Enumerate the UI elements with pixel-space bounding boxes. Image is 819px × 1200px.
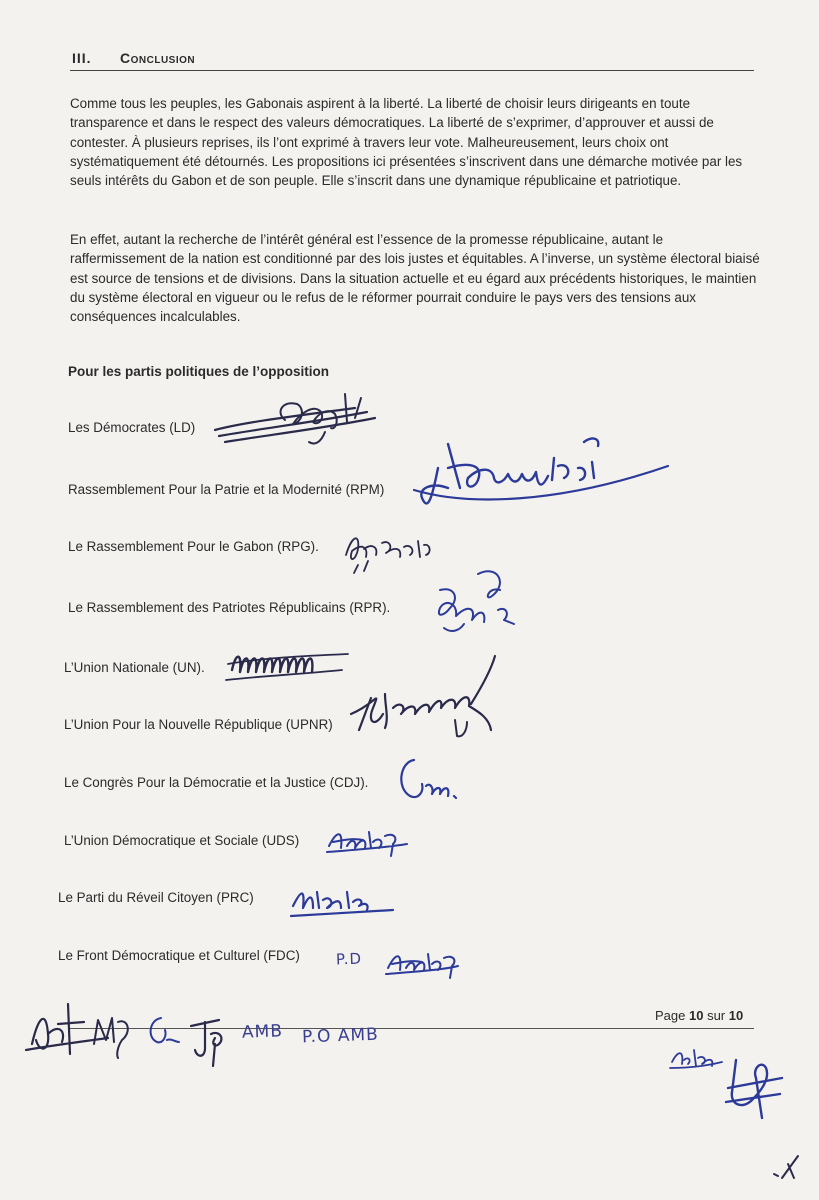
page-prefix: Page	[655, 1008, 689, 1023]
party-cdj: Le Congrès Pour la Démocratie et la Justice (CDJ).	[64, 775, 369, 790]
signature-uds	[323, 822, 413, 862]
signatories-heading: Pour les partis politiques de l’opposition	[68, 364, 330, 379]
paragraph-1: Comme tous les peuples, les Gabonais aspirent à la liberté. La liberté de choisir leurs dirigeants en toute transparence et dans le respect des valeurs démocratiques. La liberté de s’exprimer, d’approuver et aussi de contester. À plusieurs reprises, ils l’ont exprimé à travers leur vote. Malheureusement, leurs choix ont systématiquement été détournés. Les propositions ici présentées s’inscrivent dans une démarche motivée par les seuls intérêts du Gabon et de son peuple. Elle s’inscrit dans une dynamique républicaine et patriotique.	[70, 96, 743, 189]
signature-ld	[205, 382, 385, 452]
section-title: Conclusion	[120, 50, 196, 66]
paragraph-2: En effet, autant la recherche de l’intérêt général est l’essence de la promesse républicaine, autant le raffermissement de la nation est conditionné par des lois justes et équitables. A l’inverse, un système électoral biaisé est source de tensions et de divisions. Dans la situation actuelle et eu égard aux précédents historiques, le maintien du système électoral en vigueur ou le refus de le réformer pourrait conduire le pays vers des tensions aux conséquences incalculables.	[70, 232, 760, 325]
signature-upnr	[345, 648, 515, 748]
page-sep: sur	[703, 1008, 729, 1023]
party-rpm: Rassemblement Pour la Patrie et la Modernité (RPM)	[68, 482, 385, 497]
party-prc: Le Parti du Réveil Citoyen (PRC)	[58, 890, 254, 905]
signature-cdj	[392, 752, 472, 812]
party-uds: L’Union Démocratique et Sociale (UDS)	[64, 833, 300, 848]
party-un: L’Union Nationale (UN).	[64, 660, 205, 675]
initials-7	[768, 1150, 808, 1185]
signature-fdc	[382, 944, 462, 984]
initials-2	[88, 1006, 148, 1061]
initials-amb-1: AMB	[241, 1021, 284, 1043]
party-ld: Les Démocrates (LD)	[68, 420, 196, 435]
signature-rpm	[408, 428, 678, 523]
initials-6	[722, 1048, 792, 1128]
page-number	[655, 1008, 743, 1023]
initials-5	[666, 1036, 726, 1076]
party-upnr: L’Union Pour la Nouvelle République (UPNR)	[64, 717, 333, 732]
signature-un	[222, 640, 362, 690]
party-fdc: Le Front Démocratique et Culturel (FDC)	[58, 948, 300, 963]
section-header	[70, 48, 754, 71]
page-total: 10	[728, 1008, 744, 1023]
signature-rpr	[428, 568, 528, 643]
fdc-handwritten-note: P.D	[335, 949, 363, 969]
party-rpg: Le Rassemblement Pour le Gabon (RPG).	[68, 539, 319, 554]
initials-po-amb: P.O AMB	[301, 1024, 380, 1048]
page-current: 10	[688, 1008, 704, 1023]
section-number: III.	[72, 50, 92, 66]
initials-4	[185, 1008, 235, 1070]
initials-3	[143, 1012, 183, 1052]
party-rpr: Le Rassemblement des Patriotes Républicains (RPR).	[68, 600, 391, 615]
signature-prc	[283, 878, 403, 923]
